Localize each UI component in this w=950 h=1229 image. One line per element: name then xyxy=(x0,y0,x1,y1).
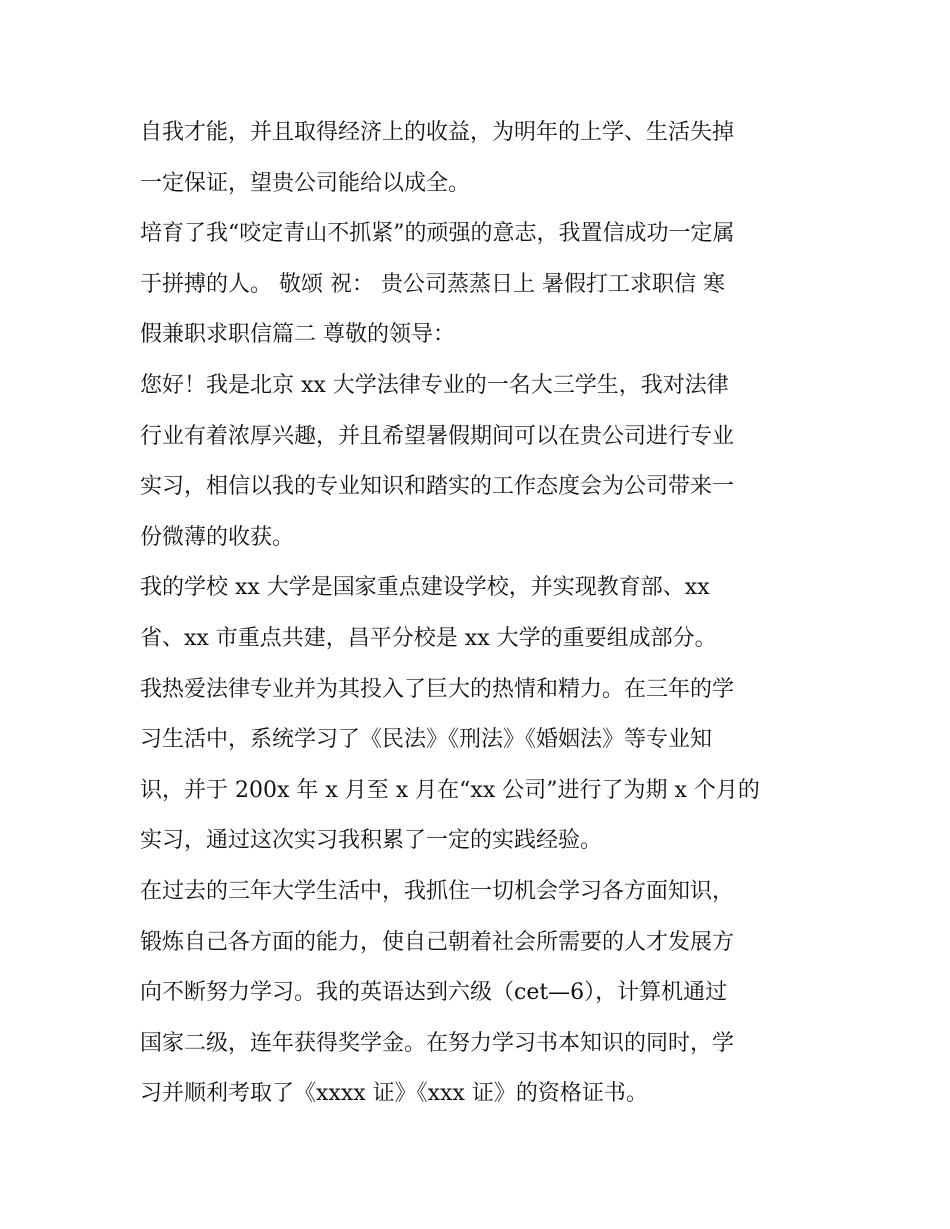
text-line-18: 向不断努力学习。我的英语达到六级（cet—6），计算机通过 xyxy=(140,980,728,1006)
text-line-16: 在过去的三年大学生活中，我抓住一切机会学习各方面知识， xyxy=(140,878,735,904)
text-line-8: 实习，相信以我的专业知识和踏实的工作态度会为公司带来一 xyxy=(140,474,735,500)
text-line-14: 识，并于 200x 年 x 月至 x 月在“xx 公司”进行了为期 x 个月的 xyxy=(140,777,760,803)
text-line-1: 自我才能，并且取得经济上的收益，为明年的上学、生活失掉 xyxy=(140,120,735,145)
text-line-12: 我热爱法律专业并为其投入了巨大的热情和精力。在三年的学 xyxy=(140,676,735,702)
text-line-2: 一定保证，望贵公司能给以成全。 xyxy=(140,170,471,196)
text-line-3: 培育了我“咬定青山不抓紧”的顽强的意志，我置信成功一定属 xyxy=(140,221,735,247)
text-line-7: 行业有着浓厚兴趣，并且希望暑假期间可以在贵公司进行专业 xyxy=(140,423,735,449)
text-line-11: 省、xx 市重点共建，昌平分校是 xx 大学的重要组成部分。 xyxy=(140,625,717,651)
text-line-15: 实习，通过这次实习我积累了一定的实践经验。 xyxy=(140,828,603,854)
text-line-4: 于拼搏的人。 敬颂 祝： 贵公司蒸蒸日上 暑假打工求职信 寒 xyxy=(140,271,725,297)
text-line-10: 我的学校 xx 大学是国家重点建设学校，并实现教育部、xx xyxy=(140,575,710,601)
text-line-19: 国家二级，连年获得奖学金。在努力学习书本知识的同时，学 xyxy=(140,1030,735,1056)
text-line-6: 您好！我是北京 xx 大学法律专业的一名大三学生，我对法律 xyxy=(140,372,729,398)
text-line-13: 习生活中，系统学习了《民法》《刑法》《婚姻法》等专业知 xyxy=(140,727,713,753)
text-line-9: 份微薄的收获。 xyxy=(140,524,295,550)
text-line-17: 锻炼自己各方面的能力，使自己朝着社会所需要的人才发展方 xyxy=(140,929,735,955)
text-line-5: 假兼职求职信篇二 尊敬的领导： xyxy=(140,322,455,348)
text-line-20: 习并顺利考取了《xxxx 证》《xxx 证》的资格证书。 xyxy=(140,1081,648,1107)
document-body xyxy=(140,108,815,1120)
